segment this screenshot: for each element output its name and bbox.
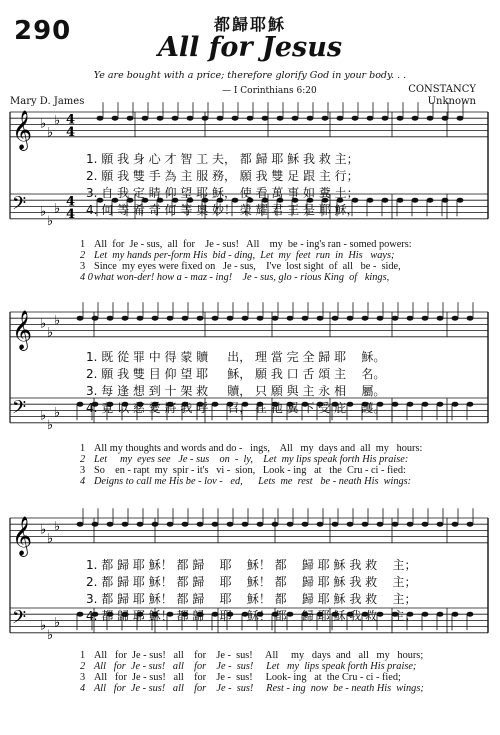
flat-icon: ♭	[40, 116, 47, 132]
note-head	[407, 402, 414, 407]
system-1-english	[80, 239, 412, 283]
flat-icon: ♭	[47, 531, 54, 547]
note-head	[422, 522, 429, 527]
chinese-verse-line: 3. 都 歸 耶 穌！ 都 歸 耶 穌！ 都 歸 耶 穌 我 救 主；	[86, 592, 417, 606]
note-head	[217, 116, 224, 121]
chinese-title: 都歸耶穌	[213, 15, 286, 34]
note-head	[272, 522, 279, 527]
note-head	[442, 198, 449, 203]
chinese-verse-line: 4. 都 歸 耶 穌！ 都 歸 耶 穌！ 都 歸 耶 穌 我 救 主；	[86, 609, 417, 623]
note-head	[142, 116, 149, 121]
note-head	[122, 316, 129, 321]
note-head	[187, 116, 194, 121]
chinese-verse-line: 4. 何 等 希 奇 何 等 奧 妙！ 榮 耀 君 王 是 耶 穌，	[86, 203, 359, 217]
note-head	[407, 522, 414, 527]
note-head	[287, 522, 294, 527]
note-head	[352, 116, 359, 121]
note-head	[257, 316, 264, 321]
english-verse-line: Deigns to call me His be - lov - ed, Lets me rest be - neath His wings:	[94, 476, 412, 487]
english-verse-line: Since my eyes were fixed on Je - sus, I've lost sight of all be - side,	[94, 261, 401, 272]
note-head	[392, 522, 399, 527]
note-head	[212, 316, 219, 321]
note-head	[467, 612, 474, 617]
note-head	[227, 316, 234, 321]
treble-clef-icon: 𝄞	[12, 309, 33, 350]
note-head	[257, 522, 264, 527]
verse-number: 4 0	[80, 272, 93, 283]
treble-clef-icon: 𝄞	[12, 109, 33, 150]
chinese-verse-line: 3. 自 我 定 睛 仰 望 耶 穌， 使 看 萬 事 如 糞 土；	[86, 186, 359, 200]
note-head	[167, 522, 174, 527]
verse-number: 3	[80, 465, 86, 476]
note-head	[197, 522, 204, 527]
note-head	[467, 402, 474, 407]
note-head	[467, 316, 474, 321]
note-head	[182, 522, 189, 527]
chinese-verse-line: 2. 都 歸 耶 穌！ 都 歸 耶 穌！ 都 歸 耶 穌 我 救 主；	[86, 575, 417, 589]
note-head	[427, 198, 434, 203]
note-head	[77, 612, 84, 617]
note-head	[242, 522, 249, 527]
bass-clef-icon: 𝄢	[12, 193, 27, 219]
note-head	[122, 522, 129, 527]
chinese-verse-line: 1. 都 歸 耶 穌！ 都 歸 耶 穌！ 都 歸 耶 穌 我 救 主；	[86, 558, 417, 572]
note-head	[77, 316, 84, 321]
note-head	[277, 116, 284, 121]
note-head	[272, 316, 279, 321]
note-head	[262, 116, 269, 121]
flat-icon: ♭	[40, 618, 47, 634]
note-head	[152, 316, 159, 321]
chinese-verse-line: 4. 竟 以 慈 愛 將 我 呼 召， 在 祂 翼 下 受 庇 護。	[86, 401, 386, 415]
note-head	[307, 116, 314, 121]
note-head	[422, 316, 429, 321]
note-head	[367, 198, 374, 203]
note-head	[437, 612, 444, 617]
english-verse-line: All for Je - sus! all for Je - sus! All my days and all my hours;	[94, 650, 424, 661]
bass-clef-icon: 𝄢	[12, 607, 27, 633]
flat-icon: ♭	[47, 627, 54, 643]
flat-icon: ♭	[40, 408, 47, 424]
system-3-english	[80, 650, 424, 694]
note-head	[452, 522, 459, 527]
english-verse-line: All for Je - sus! all for Je - sus! Look- ing at the Cru - ci - fied;	[94, 672, 401, 683]
flat-icon: ♭	[47, 417, 54, 433]
note-head	[377, 316, 384, 321]
hymn-number: 290	[14, 16, 72, 46]
chinese-verse-line: 2. 願 我 雙 手 為 主 服 務， 願 我 雙 足 跟 主 行；	[86, 169, 359, 183]
note-head	[467, 522, 474, 527]
note-head	[167, 316, 174, 321]
note-head	[332, 522, 339, 527]
composer: Unknown	[427, 96, 476, 107]
flat-icon: ♭	[40, 522, 47, 538]
note-head	[317, 522, 324, 527]
english-verse-line: All for Je - sus! all for Je - sus! Let my lips speak forth His praise;	[94, 661, 417, 672]
note-head	[92, 316, 99, 321]
flat-icon: ♭	[54, 615, 61, 631]
note-head	[137, 522, 144, 527]
flat-icon: ♭	[54, 313, 61, 329]
system-1-chinese	[86, 150, 359, 218]
note-head	[377, 522, 384, 527]
tune-name: CONSTANCY	[408, 84, 476, 95]
flat-icon: ♭	[54, 405, 61, 421]
chinese-verse-line: 1. 既 從 罪 中 得 蒙 贖 出， 理 當 完 全 歸 耶 穌。	[86, 350, 386, 364]
verse-number: 1	[80, 239, 86, 250]
time-signature-bottom: 4	[66, 124, 76, 140]
note-head	[212, 522, 219, 527]
note-head	[337, 116, 344, 121]
note-head	[242, 316, 249, 321]
flat-icon: ♭	[54, 201, 61, 217]
note-head	[407, 316, 414, 321]
note-head	[362, 522, 369, 527]
flat-icon: ♭	[47, 213, 54, 229]
flat-icon: ♭	[40, 316, 47, 332]
verse-number: 2	[80, 661, 86, 672]
note-head	[412, 116, 419, 121]
note-head	[452, 612, 459, 617]
note-head	[332, 316, 339, 321]
note-head	[227, 522, 234, 527]
flat-icon: ♭	[47, 125, 54, 141]
note-head	[382, 116, 389, 121]
note-head	[392, 316, 399, 321]
note-head	[137, 316, 144, 321]
flat-icon: ♭	[47, 325, 54, 341]
note-head	[112, 116, 119, 121]
note-head	[77, 402, 84, 407]
flat-icon: ♭	[40, 204, 47, 220]
flat-icon: ♭	[54, 519, 61, 535]
note-head	[452, 402, 459, 407]
note-head	[152, 522, 159, 527]
verse-number: 2	[80, 250, 86, 261]
epigraph: Ye are bought with a price; therefore glorify God in your body. . .	[93, 70, 407, 81]
time-signature-bottom: 4	[66, 206, 76, 222]
note-head	[247, 116, 254, 121]
note-head	[77, 522, 84, 527]
verse-number: 2	[80, 454, 86, 465]
note-head	[97, 116, 104, 121]
note-head	[457, 116, 464, 121]
verse-number: 4	[80, 476, 86, 487]
chinese-verse-line: 3. 每 逢 想 到 十 架 救 贖， 只 願 與 主 永 相 屬。	[86, 384, 386, 398]
time-signature-top: 4	[66, 194, 76, 210]
note-head	[422, 612, 429, 617]
flat-icon: ♭	[54, 113, 61, 129]
note-head	[362, 316, 369, 321]
note-head	[287, 316, 294, 321]
note-head	[427, 116, 434, 121]
note-head	[392, 402, 399, 407]
note-head	[347, 522, 354, 527]
lyricist: Mary D. James	[10, 96, 85, 107]
system-2-english	[80, 443, 422, 487]
note-head	[412, 198, 419, 203]
note-head	[182, 316, 189, 321]
note-head	[157, 116, 164, 121]
note-head	[397, 116, 404, 121]
note-head	[457, 198, 464, 203]
note-head	[422, 402, 429, 407]
chinese-verse-line: 2. 願 我 雙 目 仰 望 耶 穌， 願 我 口 舌 頌 主 名。	[86, 367, 386, 381]
note-head	[442, 116, 449, 121]
note-head	[107, 522, 114, 527]
note-head	[302, 522, 309, 527]
verse-number: 3	[80, 261, 86, 272]
note-head	[317, 316, 324, 321]
system-2-chinese	[86, 348, 385, 416]
verse-number: 1	[80, 443, 86, 454]
english-verse-line: All my thoughts and words and do - ings, All my days and all my hours:	[94, 443, 423, 454]
note-head	[127, 116, 134, 121]
note-head	[292, 116, 299, 121]
english-verse-line: All for Je - sus! all for Je - sus! Rest - ing now be - neath His wings;	[94, 683, 424, 694]
chinese-verse-line: 1. 願 我 身 心 才 智 工 夫， 都 歸 耶 穌 我 救 主；	[86, 152, 359, 166]
note-head	[92, 522, 99, 527]
note-head	[437, 522, 444, 527]
english-verse-line: So en - rapt my spir - it's vi - sion, Look - ing at the Cru - ci - fied:	[94, 465, 406, 476]
note-head	[452, 316, 459, 321]
english-verse-line: Let my hands per-form His bid - ding, Let my feet run in His ways;	[94, 250, 395, 261]
hymn-title: All for Jesus	[157, 32, 343, 63]
verse-number: 4	[80, 683, 86, 694]
note-head	[172, 116, 179, 121]
english-verse-line: All for Je - sus, all for Je - sus! All my be - ing's ran - somed powers:	[94, 239, 412, 250]
note-head	[437, 316, 444, 321]
system-3-chinese	[86, 556, 416, 624]
note-head	[107, 316, 114, 321]
verse-number: 1	[80, 650, 86, 661]
note-head	[232, 116, 239, 121]
note-head	[367, 116, 374, 121]
note-head	[382, 198, 389, 203]
note-head	[197, 316, 204, 321]
treble-clef-icon: 𝄞	[12, 515, 33, 556]
note-head	[347, 316, 354, 321]
english-verse-line: Let my eyes see Je - sus on - ly, Let my lips speak forth His praise:	[94, 454, 409, 465]
epigraph-reference: — I Corinthians 6:20	[222, 86, 317, 96]
english-verse-line: what won-der! how a - maz - ing! Je - sus, glo - rious King of kings,	[94, 272, 390, 283]
note-head	[202, 116, 209, 121]
note-head	[397, 198, 404, 203]
note-head	[437, 402, 444, 407]
note-head	[322, 116, 329, 121]
verse-number: 3	[80, 672, 86, 683]
bass-clef-icon: 𝄢	[12, 397, 27, 423]
note-head	[302, 316, 309, 321]
time-signature-top: 4	[66, 112, 76, 128]
